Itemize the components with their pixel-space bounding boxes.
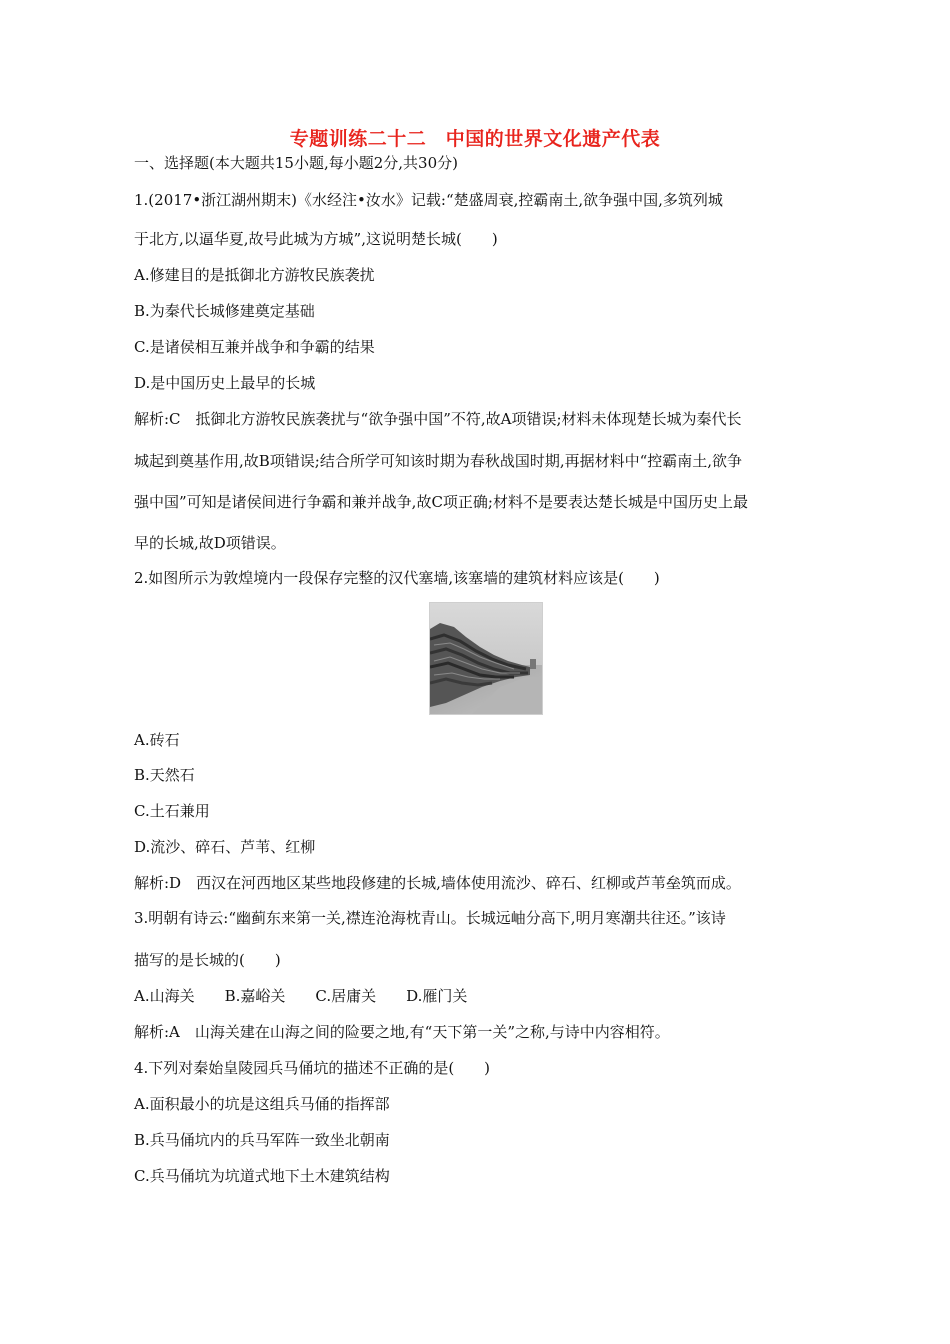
q2-option-b: B.天然石 (134, 766, 195, 784)
q2-option-c: C.土石兼用 (134, 802, 210, 820)
q4-option-a: A.面积最小的坑是这组兵马俑的指挥部 (134, 1095, 390, 1113)
q1-answer-line-4: 早的长城,故D项错误。 (134, 534, 286, 552)
q3-options (134, 986, 850, 1006)
q4-option-b: B.兵马俑坑内的兵马军阵一致坐北朝南 (134, 1131, 390, 1149)
section-heading: 一、选择题(本大题共15小题,每小题2分,共30分) (134, 154, 458, 172)
q1-option-c: C.是诸侯相互兼并战争和争霸的结果 (134, 338, 375, 356)
q3-option-c: C.居庸关 (315, 987, 377, 1005)
q3-option-d: D.雁门关 (406, 987, 468, 1005)
q1-option-b: B.为秦代长城修建奠定基础 (134, 302, 315, 320)
han-wall-photo (429, 602, 543, 715)
q3-option-b: B.嘉峪关 (224, 987, 286, 1005)
q1-option-d: D.是中国历史上最早的长城 (134, 374, 316, 392)
q3-option-a: A.山海关 (134, 987, 195, 1005)
q2-option-a: A.砖石 (134, 731, 180, 749)
q4-stem: 4.下列对秦始皇陵园兵马俑坑的描述不正确的是( ) (134, 1059, 491, 1077)
q1-answer-line-2: 城起到奠基作用,故B项错误;结合所学可知该时期为春秋战国时期,再据材料中“控霸南土,欲争 (134, 452, 743, 470)
q1-stem-line-2: 于北方,以逼华夏,故号此城为方城”,这说明楚长城( ) (134, 230, 498, 248)
q1-option-a: A.修建目的是抵御北方游牧民族袭扰 (134, 266, 375, 284)
q3-stem-line-1: 3.明朝有诗云:“幽蓟东来第一关,襟连沧海枕青山。长城远岫分高下,明月寒潮共往还。”该诗 (134, 909, 726, 927)
q1-stem-line-1: 1.(2017•浙江湖州期末)《水经注•汝水》记载:“楚盛周衰,控霸南土,欲争强中国,多筑列城 (134, 191, 723, 209)
q2-option-d: D.流沙、碎石、芦苇、红柳 (134, 838, 316, 856)
q1-answer-line-3: 强中国”可知是诸侯间进行争霸和兼并战争,故C项正确;材料不是要表达楚长城是中国历史上最 (134, 493, 748, 511)
page-title: 专题训练二十二 中国的世界文化遗产代表 (289, 128, 661, 150)
q4-option-c: C.兵马俑坑为坑道式地下土木建筑结构 (134, 1167, 390, 1185)
q2-stem: 2.如图所示为敦煌境内一段保存完整的汉代塞墙,该塞墙的建筑材料应该是( ) (134, 569, 660, 587)
q3-stem-line-2: 描写的是长城的( ) (134, 951, 281, 969)
q1-answer-line-1: 解析:C 抵御北方游牧民族袭扰与“欲争强中国”不符,故A项错误;材料未体现楚长城为秦代长 (134, 410, 742, 428)
q2-answer: 解析:D 西汉在河西地区某些地段修建的长城,墙体使用流沙、碎石、红柳或芦苇垒筑而成。 (134, 874, 741, 892)
q3-answer: 解析:A 山海关建在山海之间的险要之地,有“天下第一关”之称,与诗中内容相符。 (134, 1023, 670, 1041)
